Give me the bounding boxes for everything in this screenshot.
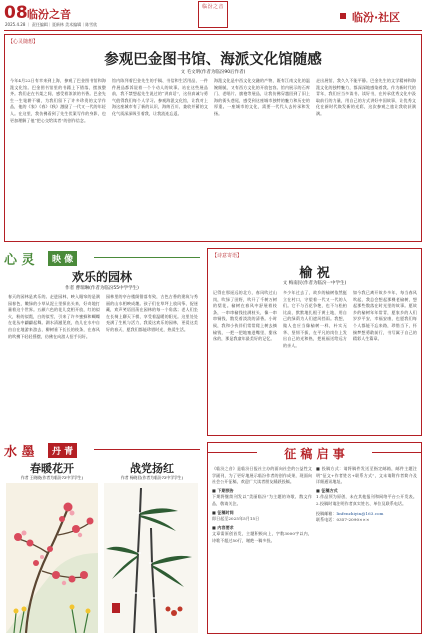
poem-col3: 如今我已离开故乡多年，每当春风吹起，我总会想起那棵老榆树，想起那些散落在时光里的故事。愿故乡的榆树年年常青，愿家乡的人们岁岁平安，幸福安康，也愿我们每个人都能不忘来路，珍惜当下，怀揣梦想勇敢前行，书写属于自己的精彩人生篇章。 — [353, 290, 417, 342]
column-seal: 临汾之音 — [198, 1, 228, 28]
notice-block3-text: 文章需原创首发，主题积极向上，字数3000字以内，诗歌不超过50行，谢绝一稿多投。 — [212, 531, 312, 543]
brand-dot — [340, 13, 346, 19]
top-article-title: 参观巴金图书馆、海派文化馆随感 — [104, 52, 322, 68]
notice-email[interactable]: linfenzhiyin@163.com — [336, 510, 384, 516]
top-article-tag: 【心灵随想】 — [8, 39, 39, 45]
top-article-col2: 馆内陈列着巴金先生的手稿、书信和生活用品，一件件展品都诉说着一个个动人的故事。站在这些展品前，我不禁想起先生说过的“讲真话”，这份真诚与勇气值得我们每个人学习。参观海派文化馆，让我对上海这座城市有了新的认识，海纳百川、兼收并蓄的文化气质深深吸引着我，让我流连忘返。 — [112, 78, 208, 116]
poem-title: 榆 祝 — [299, 266, 330, 281]
notice-block3-title: ■ 内容要求 — [212, 524, 234, 530]
notice-col2-text: ■ 投稿方式：请将稿件发送至指定邮箱，邮件主题注明“征文+作者姓名+联系方式”，文末请附作者简介及详细通讯地址。 — [316, 466, 417, 485]
painting2-image — [104, 483, 198, 633]
poem-byline: 文 梅南民(作者为临汾一中学生) — [282, 281, 347, 286]
section-heart-rule — [94, 257, 200, 258]
section-water-tab: 丹 青 — [48, 443, 77, 458]
painting1-image — [6, 483, 98, 633]
heart-article-byline: 作者 曹瑞琳(作者为临汾55中学学生) — [65, 286, 139, 291]
painting1-byline: 作者 王晓晓(作者为临汾72中学学生) — [20, 475, 84, 480]
notice-col2 — [316, 466, 417, 630]
section-heart-tab: 映 像 — [48, 251, 77, 266]
notice-email-row — [316, 511, 417, 518]
notice-title: 征 稿 启 事 — [284, 447, 345, 461]
notice-col2-title: ■ 征稿方式 — [316, 487, 338, 493]
heart-article-title: 欢乐的园林 — [71, 270, 132, 284]
poem-col1: 记得在那遥远的北方，春风吹过山岗，吹绿了田野，吹开了千树万树的梨花。榆树在春风中舒展着枝条，一串串榆钱挂满枝头，像一串串铜钱，散发着淡淡的清香。小时候，我和小伙伴们常常爬上树去摘榆钱，一把一把地塞进嘴里，甜丝丝的，那是我童年最美好的记忆。 — [213, 290, 277, 342]
section-water-header — [4, 441, 200, 460]
painting2-title: 战党扬红 — [130, 462, 174, 475]
notice-block1-title: ■ 下期预告 — [212, 487, 234, 493]
section-heart-header — [4, 249, 200, 268]
heart-article-col1: 春天的园林是欢乐的。走进园林，映入眼帘的是满园春色，嫩绿的小草从泥土里探出头来，好奇地打量着这个世界。五颜六色的花儿竞相开放，红的似火，粉的似霞，白的似雪，引来了许多蜜蜂和蝴蝶在花丛中翩翩起舞。湖水清澈见底，鱼儿在水中自由自在地游来游去，柳树垂下长长的枝条，在春风的吹拂下轻轻摇摆，仿佛在向游人招手问好。 — [8, 294, 100, 339]
notice-block1-text: 下期将继续刊发以“美丽临汾”为主题的诗歌、散文作品，敬请关注。 — [212, 494, 312, 506]
header-rule — [4, 30, 422, 31]
section-heart-label: 心 灵 — [4, 253, 35, 268]
heart-article-col2: 园林里的亭台楼阁错落有致，古色古香的建筑与秀丽的山水相映成趣。孩子们在草坪上放风筝、捉迷藏，欢声笑语回荡在园林的每一个角落；老人们坐在长椅上聊天下棋，享受着温暖的阳光。这里处处充满了生机与活力，我爱这欢乐的园林，更爱这美好的春天，愿我们都能珍惜时光，热爱生活。 — [106, 294, 198, 332]
notice-col1 — [212, 466, 312, 630]
top-article-byline: 文 毛文明(作者为临汾90后作者) — [180, 70, 246, 75]
issue-meta: 2025.4.28 ｜ 责任编辑｜聂新林 美术编辑｜陈雪欣 — [5, 22, 98, 27]
notice-email-label: 投稿邮箱： — [316, 510, 337, 516]
top-article-col1: 今年4月22日有幸来到上海，参观了巴金图书馆和海派文化馆。巴金图书馆里的书籍上下错落，摆放整齐。我们走在书架之间，感受着浓浓的书香。巴金先生一生笔耕不辍，为我们留下了许多珍贵的文学作品，他的《家》《春》《秋》激励了一代又一代的年轻人。在这里，我仿佛看到了先生伏案写作的身影，也更加理解了他“把心交给读者”的创作信念。 — [10, 78, 106, 123]
notice-block2-title: ■ 征稿时间 — [212, 509, 234, 515]
page-number: 08 — [4, 3, 28, 23]
notice-col2-detail: 1.作品须为原创，未在其他报刊和网络平台公开发表。2.投稿时请注明作者真实姓名、单位及联系电话。 — [316, 494, 417, 506]
top-article-col3: 海派文化是中西文化交融的产物，既有江南文化的温婉细腻，又有西方文化的开放包容。馆内展示的石库门、老唱片、旗袍等展品，让我仿佛穿越回到了旧上海的街头巷尾，感受到这座城市独特的魅力和历史的厚重。一座城市的文化，需要一代代人去传承和发扬。 — [214, 78, 310, 116]
section-water-label: 水 墨 — [4, 445, 35, 460]
section-water-rule — [94, 449, 200, 450]
poem-col2: 多少年过去了，故乡的榆树依然挺立在村口，守望着一代又一代的人们。它不与百花争艳，也不与松柏比高，默默地扎根于黄土地，用自己的绿荫为人们遮风挡雨。我想，做人也应当像榆树一样，朴实无华、坚韧不拔，在平凡的岗位上发出自己的光和热，把祝福送给远方的亲人。 — [283, 290, 347, 348]
notice-intro: 《临汾之音》是临汾日报社主办的面向社会的公益性文学副刊，为了更好地展示临汾作者的创作成果，现面向社会公开征稿，欢迎广大读者朋友踊跃投稿。 — [212, 466, 312, 485]
painting2-byline: 作者 杨晓君(作者为临汾72中学学生) — [120, 475, 184, 480]
top-article-col4: 走出展馆，我久久不能平静。巴金先生的文学精神和海派文化的独特魅力，都深深地感染着我。作为新时代的青年，我们应当多读书、读好书，在传承优秀文化中汲取前行的力量，用自己的方式讲好中国故事，让优秀文化在新时代焕发新的光彩，这次参观之旅让我收获满满。 — [316, 78, 416, 116]
poem-tag: 【诗意寄语】 — [212, 253, 243, 259]
notice-contact: 联系电话：0357-2090××× — [316, 517, 370, 523]
painting1-title: 春暖花开 — [30, 462, 74, 475]
notice-block2-text: 即日起至2025年5月15日 — [212, 516, 260, 522]
brand-title: 临汾·社区 — [352, 11, 401, 24]
section-name: 临汾之音 — [27, 8, 71, 21]
